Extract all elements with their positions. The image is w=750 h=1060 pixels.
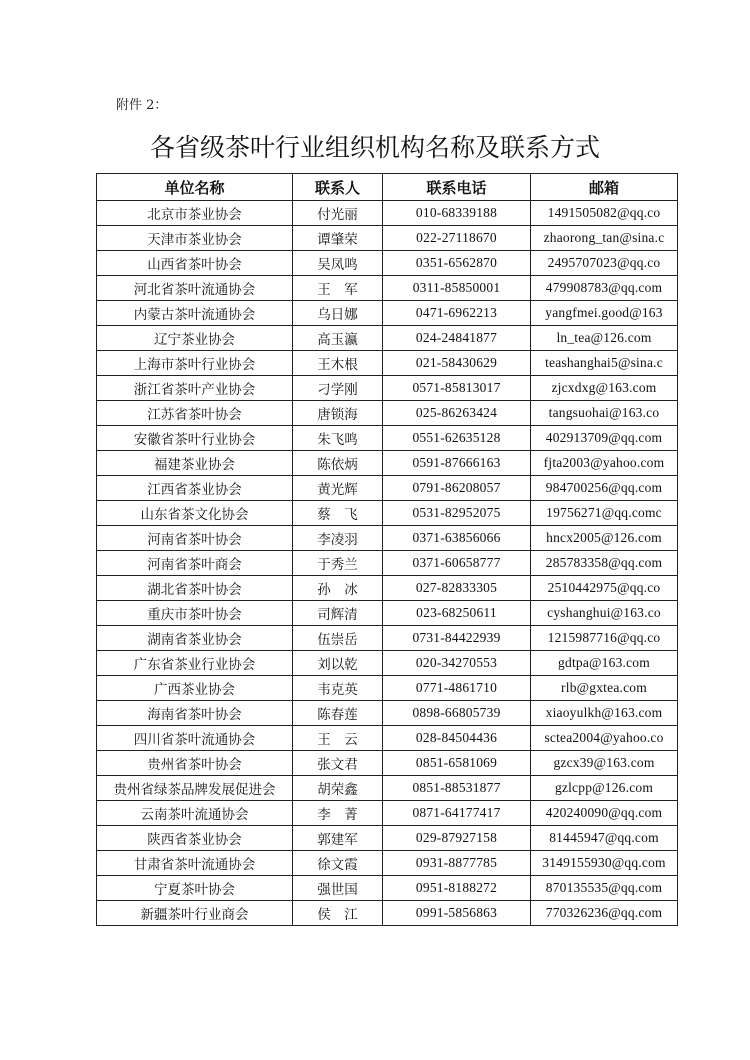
email-cell: yangfmei.good@163 <box>531 301 678 326</box>
org-name-cell: 广东省茶业行业协会 <box>97 651 293 676</box>
contact-person-cell: 谭肇荣 <box>293 226 383 251</box>
phone-cell: 0551-62635128 <box>383 426 531 451</box>
table-row <box>97 426 678 451</box>
table-row <box>97 676 678 701</box>
email-cell: 1215987716@qq.co <box>531 626 678 651</box>
org-name-cell: 河南省茶叶商会 <box>97 551 293 576</box>
phone-cell: 0351-6562870 <box>383 251 531 276</box>
table-row <box>97 526 678 551</box>
email-cell: 3149155930@qq.com <box>531 851 678 876</box>
table-row <box>97 201 678 226</box>
table-row <box>97 626 678 651</box>
header-org-name: 单位名称 <box>97 174 293 201</box>
phone-cell: 022-27118670 <box>383 226 531 251</box>
org-name-cell: 浙江省茶叶产业协会 <box>97 376 293 401</box>
contact-person-cell: 付光丽 <box>293 201 383 226</box>
table-row <box>97 276 678 301</box>
table-row <box>97 851 678 876</box>
phone-cell: 029-87927158 <box>383 826 531 851</box>
contact-person-cell: 侯 江 <box>293 901 383 926</box>
org-name-cell: 湖北省茶叶协会 <box>97 576 293 601</box>
phone-cell: 0731-84422939 <box>383 626 531 651</box>
contact-person-cell: 于秀兰 <box>293 551 383 576</box>
phone-cell: 0531-82952075 <box>383 501 531 526</box>
org-name-cell: 贵州省绿茶品牌发展促进会 <box>97 776 293 801</box>
org-name-cell: 河北省茶叶流通协会 <box>97 276 293 301</box>
org-name-cell: 海南省茶叶协会 <box>97 701 293 726</box>
email-cell: 285783358@qq.com <box>531 551 678 576</box>
contact-person-cell: 司辉清 <box>293 601 383 626</box>
org-name-cell: 辽宁茶业协会 <box>97 326 293 351</box>
org-name-cell: 福建茶业协会 <box>97 451 293 476</box>
org-name-cell: 甘肃省茶叶流通协会 <box>97 851 293 876</box>
email-cell: 2495707023@qq.co <box>531 251 678 276</box>
table-row <box>97 651 678 676</box>
email-cell: hncx2005@126.com <box>531 526 678 551</box>
email-cell: zhaorong_tan@sina.c <box>531 226 678 251</box>
org-name-cell: 河南省茶叶协会 <box>97 526 293 551</box>
email-cell: 402913709@qq.com <box>531 426 678 451</box>
contact-person-cell: 王木根 <box>293 351 383 376</box>
contact-person-cell: 强世国 <box>293 876 383 901</box>
table-row <box>97 251 678 276</box>
email-cell: 19756271@qq.comc <box>531 501 678 526</box>
org-name-cell: 宁夏茶叶协会 <box>97 876 293 901</box>
table-row <box>97 876 678 901</box>
org-name-cell: 天津市茶业协会 <box>97 226 293 251</box>
email-cell: gzcx39@163.com <box>531 751 678 776</box>
phone-cell: 0471-6962213 <box>383 301 531 326</box>
contact-person-cell: 胡荣鑫 <box>293 776 383 801</box>
table-row <box>97 576 678 601</box>
contact-person-cell: 张文君 <box>293 751 383 776</box>
org-name-cell: 北京市茶业协会 <box>97 201 293 226</box>
table-row <box>97 476 678 501</box>
email-cell: 870135535@qq.com <box>531 876 678 901</box>
table-row <box>97 751 678 776</box>
contact-person-cell: 吴凤鸣 <box>293 251 383 276</box>
org-name-cell: 上海市茶叶行业协会 <box>97 351 293 376</box>
header-contact-person: 联系人 <box>293 174 383 201</box>
phone-cell: 0311-85850001 <box>383 276 531 301</box>
email-cell: gzlcpp@126.com <box>531 776 678 801</box>
contact-person-cell: 伍崇岳 <box>293 626 383 651</box>
contact-person-cell: 蔡 飞 <box>293 501 383 526</box>
table-row <box>97 826 678 851</box>
table-row <box>97 726 678 751</box>
phone-cell: 0951-8188272 <box>383 876 531 901</box>
phone-cell: 0851-88531877 <box>383 776 531 801</box>
table-row <box>97 301 678 326</box>
contact-person-cell: 孙 冰 <box>293 576 383 601</box>
table-row <box>97 326 678 351</box>
phone-cell: 0898-66805739 <box>383 701 531 726</box>
email-cell: 984700256@qq.com <box>531 476 678 501</box>
email-cell: 420240090@qq.com <box>531 801 678 826</box>
phone-cell: 020-34270553 <box>383 651 531 676</box>
phone-cell: 027-82833305 <box>383 576 531 601</box>
phone-cell: 010-68339188 <box>383 201 531 226</box>
phone-cell: 021-58430629 <box>383 351 531 376</box>
email-cell: ln_tea@126.com <box>531 326 678 351</box>
table-row <box>97 401 678 426</box>
contact-person-cell: 韦克英 <box>293 676 383 701</box>
org-name-cell: 江西省茶业协会 <box>97 476 293 501</box>
org-name-cell: 内蒙古茶叶流通协会 <box>97 301 293 326</box>
contact-person-cell: 陈依炳 <box>293 451 383 476</box>
email-cell: cyshanghui@163.co <box>531 601 678 626</box>
contact-person-cell: 朱飞鸣 <box>293 426 383 451</box>
org-name-cell: 江苏省茶叶协会 <box>97 401 293 426</box>
header-email: 邮箱 <box>531 174 678 201</box>
header-phone: 联系电话 <box>383 174 531 201</box>
phone-cell: 025-86263424 <box>383 401 531 426</box>
org-name-cell: 山东省茶文化协会 <box>97 501 293 526</box>
table-row <box>97 351 678 376</box>
email-cell: 81445947@qq.com <box>531 826 678 851</box>
org-name-cell: 贵州省茶叶协会 <box>97 751 293 776</box>
org-name-cell: 安徽省茶叶行业协会 <box>97 426 293 451</box>
email-cell: xiaoyulkh@163.com <box>531 701 678 726</box>
table-row <box>97 701 678 726</box>
email-cell: tangsuohai@163.co <box>531 401 678 426</box>
contact-person-cell: 李凌羽 <box>293 526 383 551</box>
contacts-table <box>96 173 678 926</box>
contact-person-cell: 郭建军 <box>293 826 383 851</box>
org-name-cell: 广西茶业协会 <box>97 676 293 701</box>
email-cell: 1491505082@qq.co <box>531 201 678 226</box>
email-cell: fjta2003@yahoo.com <box>531 451 678 476</box>
email-cell: gdtpa@163.com <box>531 651 678 676</box>
email-cell: sctea2004@yahoo.co <box>531 726 678 751</box>
table-row <box>97 776 678 801</box>
email-cell: 479908783@qq.com <box>531 276 678 301</box>
attachment-label: 附件 2： <box>116 98 168 113</box>
org-name-cell: 四川省茶叶流通协会 <box>97 726 293 751</box>
org-name-cell: 陕西省茶业协会 <box>97 826 293 851</box>
table-row <box>97 801 678 826</box>
email-cell: teashanghai5@sina.c <box>531 351 678 376</box>
org-name-cell: 山西省茶叶协会 <box>97 251 293 276</box>
contact-person-cell: 王 军 <box>293 276 383 301</box>
email-cell: 2510442975@qq.co <box>531 576 678 601</box>
table-row <box>97 451 678 476</box>
email-cell: 770326236@qq.com <box>531 901 678 926</box>
org-name-cell: 云南茶叶流通协会 <box>97 801 293 826</box>
phone-cell: 0571-85813017 <box>383 376 531 401</box>
contact-person-cell: 李 菁 <box>293 801 383 826</box>
table-header-row <box>97 174 678 201</box>
phone-cell: 0371-63856066 <box>383 526 531 551</box>
contact-person-cell: 陈春莲 <box>293 701 383 726</box>
contact-person-cell: 唐锁海 <box>293 401 383 426</box>
table-row <box>97 551 678 576</box>
table-row <box>97 226 678 251</box>
table-row <box>97 376 678 401</box>
table-row <box>97 501 678 526</box>
phone-cell: 023-68250611 <box>383 601 531 626</box>
org-name-cell: 湖南省茶业协会 <box>97 626 293 651</box>
phone-cell: 024-24841877 <box>383 326 531 351</box>
phone-cell: 0591-87666163 <box>383 451 531 476</box>
contact-person-cell: 王 云 <box>293 726 383 751</box>
phone-cell: 028-84504436 <box>383 726 531 751</box>
email-cell: rlb@gxtea.com <box>531 676 678 701</box>
contact-person-cell: 黄光辉 <box>293 476 383 501</box>
email-cell: zjcxdxg@163.com <box>531 376 678 401</box>
org-name-cell: 重庆市茶叶协会 <box>97 601 293 626</box>
contact-person-cell: 刁学刚 <box>293 376 383 401</box>
table-body <box>97 201 678 926</box>
table-row <box>97 601 678 626</box>
phone-cell: 0791-86208057 <box>383 476 531 501</box>
phone-cell: 0871-64177417 <box>383 801 531 826</box>
phone-cell: 0991-5856863 <box>383 901 531 926</box>
contact-person-cell: 刘以乾 <box>293 651 383 676</box>
phone-cell: 0851-6581069 <box>383 751 531 776</box>
org-name-cell: 新疆茶叶行业商会 <box>97 901 293 926</box>
contact-person-cell: 徐文霞 <box>293 851 383 876</box>
phone-cell: 0931-8877785 <box>383 851 531 876</box>
phone-cell: 0771-4861710 <box>383 676 531 701</box>
document-title: 各省级茶叶行业组织机构名称及联系方式 <box>149 133 600 162</box>
phone-cell: 0371-60658777 <box>383 551 531 576</box>
table-row <box>97 901 678 926</box>
contact-person-cell: 乌日娜 <box>293 301 383 326</box>
contact-person-cell: 高玉瀛 <box>293 326 383 351</box>
